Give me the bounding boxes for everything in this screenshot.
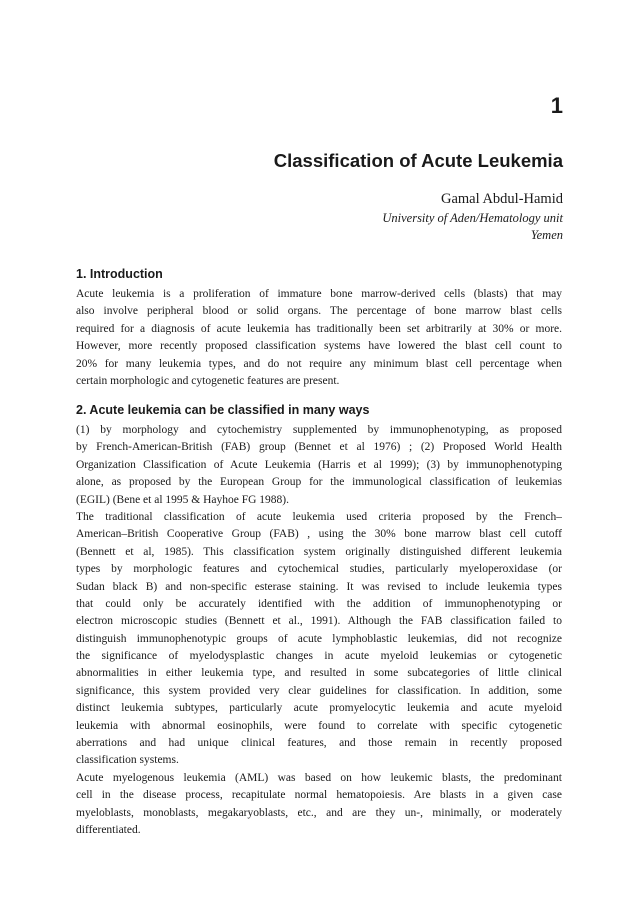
- section-heading-introduction: 1. Introduction: [76, 267, 163, 281]
- text-line: classification systems.: [76, 754, 179, 767]
- text-line: cell in the disease process, recapitulate normal hematopoiesis. Are blasts in a given case: [76, 789, 562, 802]
- introduction-paragraph: [76, 286, 562, 390]
- text-line: 20% for many leukemia types, and do not require any minimum blast cell percentage when: [76, 357, 562, 370]
- text-line: Organization Classification of Acute Leukemia (Harris et al 1999); (3) by immunophenotyping: [76, 458, 562, 471]
- text-line: certain morphologic and cytogenetic features are present.: [76, 374, 340, 387]
- text-line: types by morphologic features and cytochemical studies, particularly myeloperoxidase (or: [76, 563, 562, 576]
- text-line: abnormalities in either leukemia type, and resulted in some subcategories of little clinical: [76, 667, 562, 680]
- text-line: that could only be accurately identified with the addition of immunophenotyping or: [76, 597, 562, 610]
- author-country: Yemen: [530, 228, 563, 242]
- author-affiliation: University of Aden/Hematology unit: [382, 211, 563, 225]
- text-line: electron microscopic studies (Bennett et al., 1991). Although the FAB classification failed to: [76, 615, 562, 628]
- text-line: (1) by morphology and cytochemistry supplemented by immunophenotyping, as proposed: [76, 424, 562, 436]
- section-heading-classification: 2. Acute leukemia can be classified in many ways: [76, 403, 370, 417]
- text-line: The traditional classification of acute leukemia used criteria proposed by the French–: [76, 510, 562, 523]
- classification-body: [76, 422, 562, 839]
- text-line: Sudan black B) and non-specific esterase staining. It was revised to include leukemia types: [76, 580, 562, 593]
- text-line: significance, this system provided very clear guidelines for classification. In addition, some: [76, 684, 562, 697]
- text-line: also involve peripheral blood or solid organs. The percentage of bone marrow blast cells: [76, 305, 562, 318]
- text-line: (Bennett et al, 1985). This classification system originally distinguished different leukemia: [76, 545, 562, 558]
- text-line: differentiated.: [76, 823, 141, 836]
- text-line: distinguish immunophenotypic groups of acute lymphoblastic leukemias, did not recognize: [76, 632, 562, 645]
- text-line: aberrations and had unique clinical features, and those remain in recently proposed: [76, 737, 562, 750]
- chapter-title: Classification of Acute Leukemia: [273, 150, 563, 171]
- text-line: alone, as proposed by the European Group for the immunological classification of leukemias: [76, 476, 562, 489]
- text-line: distinct leukemia subtypes, particularly acute promyelocytic leukemia and acute myeloid: [76, 702, 562, 715]
- text-line: Acute myelogenous leukemia (AML) was based on how leukemic blasts, the predominant: [76, 771, 562, 784]
- text-line: leukemia with abnormal eosinophils, were found to correlate with specific cytogenetic: [76, 719, 562, 732]
- text-line: required for a diagnosis of acute leukemia has traditionally been set arbitrarily at 30% or more.: [76, 322, 562, 335]
- text-line: American–British Cooperative Group (FAB) , using the 30% bone marrow blast cell cutoff: [76, 528, 562, 541]
- text-line: myeloblasts, monoblasts, megakaryoblasts, etc., and are they un-, minimally, or moderately: [76, 806, 562, 819]
- text-line: by French-American-British (FAB) group (Bennet et al 1976) ; (2) Proposed World Health: [76, 441, 562, 454]
- author-name: Gamal Abdul-Hamid: [440, 191, 563, 207]
- text-line: (EGIL) (Bene et al 1995 & Hayhoe FG 1988).: [76, 493, 290, 506]
- text-line: Acute leukemia is a proliferation of immature bone marrow-derived cells (blasts) that may: [76, 288, 562, 300]
- chapter-number: 1: [550, 93, 563, 118]
- text-line: However, more recently proposed classification systems have lowered the blast cell count to: [76, 340, 562, 353]
- text-line: the significance of myelodysplastic changes in acute myeloid leukemias or cytogenetic: [76, 650, 562, 663]
